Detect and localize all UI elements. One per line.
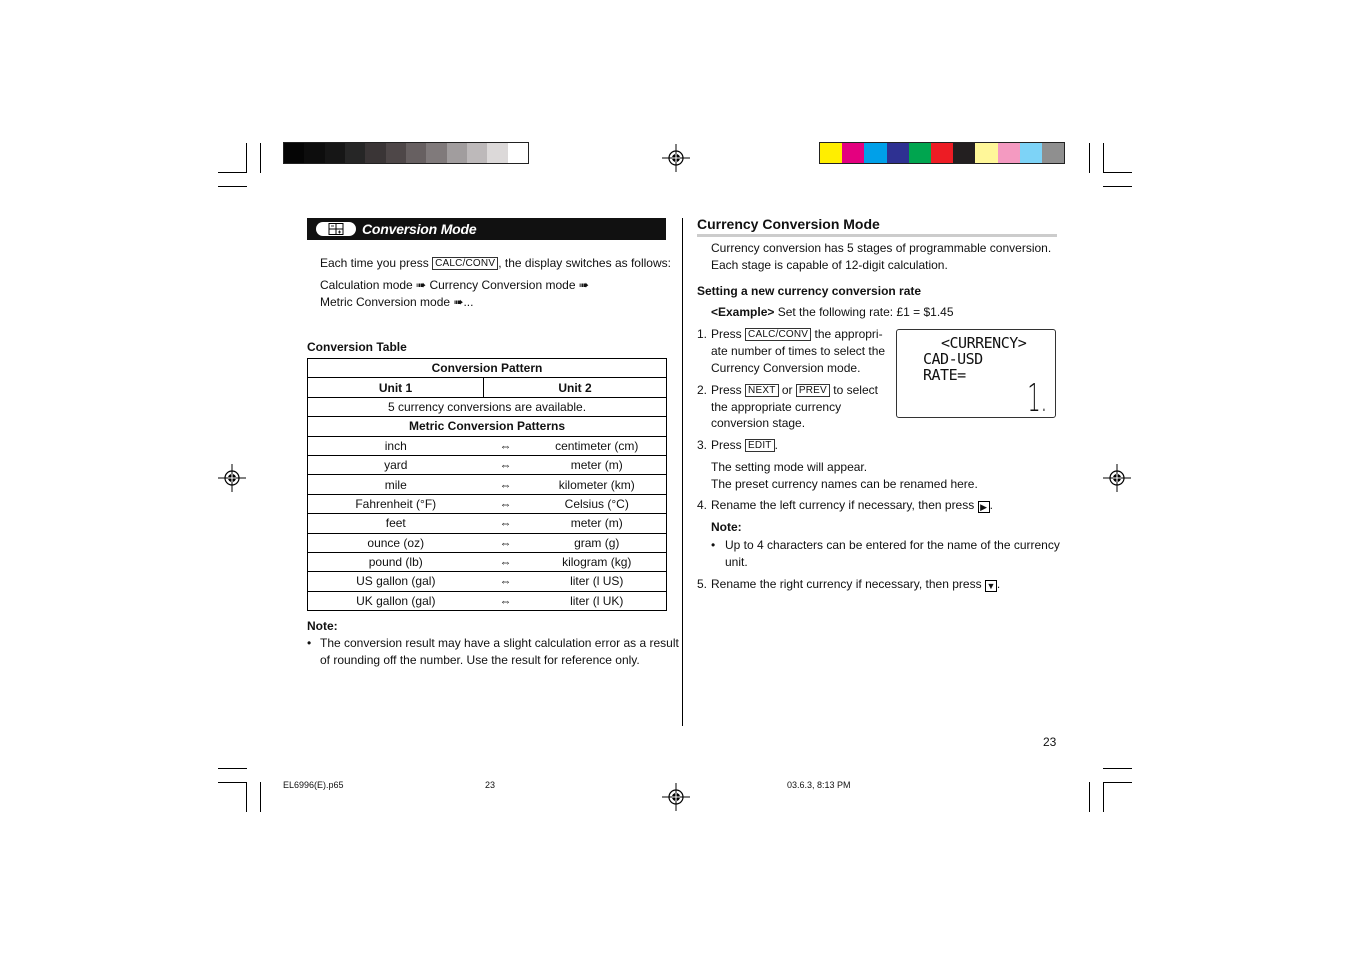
crop-mark [1103, 186, 1132, 187]
prev-key: PREV [796, 384, 830, 397]
grayscale-bar [283, 142, 529, 164]
color-swatch [386, 143, 406, 163]
color-swatch [953, 143, 975, 163]
bullet: • [307, 636, 312, 650]
note-text: The conversion result may have a slight calculation error as a result [320, 636, 679, 650]
conversion-arrow-icon: ⇔ [484, 591, 528, 610]
unit1-cell: US gallon (gal) [308, 572, 484, 591]
crop-mark [218, 768, 247, 769]
unit2-cell: liter (l US) [528, 572, 667, 591]
table-row [308, 552, 667, 571]
color-swatch [1020, 143, 1042, 163]
step-2-text: conversion stage. [711, 416, 806, 430]
step-number: 2. [697, 383, 708, 397]
unit2-cell: meter (m) [528, 514, 667, 533]
unit2-cell: kilometer (km) [528, 475, 667, 494]
display-line-2: CAD-USD [923, 350, 983, 368]
registration-mark-icon [218, 464, 246, 492]
unit1-cell: UK gallon (gal) [308, 591, 484, 610]
intro-text: Currency conversion has 5 stages of programmable conversion. [711, 241, 1052, 255]
display-line-1: <CURRENCY> [941, 334, 1027, 352]
color-swatch [842, 143, 864, 163]
color-swatch [909, 143, 931, 163]
step-1-text: Currency Conversion mode. [711, 361, 861, 375]
color-swatch [998, 143, 1020, 163]
table-row [308, 455, 667, 474]
color-swatch [931, 143, 953, 163]
intro-text: Each stage is capable of 12-digit calculation. [711, 258, 948, 272]
color-bar [819, 142, 1065, 164]
step-3-text: The preset currency names can be renamed here. [711, 477, 978, 491]
color-swatch [864, 143, 886, 163]
crop-mark [1089, 782, 1090, 812]
step-4-text: Rename the left currency if necessary, then press ▶ . [711, 498, 993, 512]
color-swatch [345, 143, 365, 163]
table-row [308, 533, 667, 552]
crop-mark [246, 782, 247, 812]
calc-conv-key: CALC/CONV [745, 328, 811, 341]
conversion-arrow-icon: ⇔ [484, 514, 528, 533]
step-3-text: The setting mode will appear. [711, 460, 868, 474]
mode-flow-line: Metric Conversion mode ➠... [320, 295, 474, 309]
column-header-unit2: Unit 2 [484, 378, 667, 397]
calc-conv-key: CALC/CONV [432, 257, 498, 270]
crop-mark [1089, 143, 1090, 173]
footer-date: 03.6.3, 8:13 PM [787, 780, 851, 790]
color-swatch [406, 143, 426, 163]
color-swatch [304, 143, 324, 163]
step-1-text: Press CALC/CONV the appropri- [711, 327, 883, 341]
down-arrow-key-icon: ▼ [986, 581, 996, 591]
registration-mark-icon [662, 144, 690, 172]
crop-mark [1103, 782, 1104, 812]
conversion-arrow-icon: ⇔ [484, 475, 528, 494]
table-row [308, 436, 667, 455]
unit1-cell: feet [308, 514, 484, 533]
note-text: of rounding off the number. Use the result for reference only. [320, 653, 640, 667]
color-swatch [426, 143, 446, 163]
color-swatch [325, 143, 345, 163]
mode-flow-line: Calculation mode ➠ Currency Conversion mode ➠ [320, 278, 589, 292]
crop-mark [1103, 768, 1132, 769]
conversion-arrow-icon: ⇔ [484, 436, 528, 455]
conversion-arrow-icon: ⇔ [484, 494, 528, 513]
note-title: Note: [711, 520, 742, 534]
color-swatch [1042, 143, 1064, 163]
conversion-table [307, 358, 667, 611]
unit1-cell: yard [308, 455, 484, 474]
unit2-cell: Celsius (°C) [528, 494, 667, 513]
unit1-cell: ounce (oz) [308, 533, 484, 552]
crop-mark [1103, 782, 1132, 783]
note-text: unit. [725, 555, 748, 569]
title-underline [697, 234, 1057, 237]
footer-filename: EL6996(E).p65 [283, 780, 344, 790]
footer-page: 23 [485, 780, 496, 790]
color-swatch [508, 143, 528, 163]
intro-text: Each time you press CALC/CONV , the display switches as follows: [320, 256, 671, 270]
right-arrow-key-icon: ▶ [978, 501, 990, 513]
color-swatch [467, 143, 487, 163]
crop-mark [218, 186, 247, 187]
color-swatch [887, 143, 909, 163]
color-swatch [447, 143, 467, 163]
column-divider [682, 218, 683, 726]
step-number: 5. [697, 577, 708, 591]
step-number: 4. [697, 498, 708, 512]
unit1-cell: mile [308, 475, 484, 494]
unit2-cell: centimeter (cm) [528, 436, 667, 455]
conversion-arrow-icon: ⇔ [484, 552, 528, 571]
color-swatch [365, 143, 385, 163]
color-swatch [284, 143, 304, 163]
step-number: 1. [697, 327, 708, 341]
registration-mark-icon [662, 783, 690, 811]
crop-mark [218, 782, 247, 783]
color-swatch [487, 143, 507, 163]
display-line-3: RATE= [923, 366, 966, 384]
step-number: 3. [697, 438, 708, 452]
column-header-unit1: Unit 1 [308, 378, 484, 397]
color-swatch [820, 143, 842, 163]
crop-mark [1103, 172, 1132, 173]
unit2-cell: kilogram (kg) [528, 552, 667, 571]
table-row [308, 494, 667, 513]
note-text: Up to 4 characters can be entered for the name of the currency [725, 538, 1060, 552]
registration-mark-icon [1103, 464, 1131, 492]
table-title: Conversion Table [307, 340, 407, 354]
unit1-cell: inch [308, 436, 484, 455]
example-line: <Example> Set the following rate: £1 = $1.45 [711, 305, 954, 319]
right-section-title: Currency Conversion Mode [697, 216, 880, 232]
crop-mark [1103, 143, 1104, 173]
next-key: NEXT [745, 384, 778, 397]
unit2-cell: liter (l UK) [528, 591, 667, 610]
step-5-text: Rename the right currency if necessary, then press ▼ . [711, 577, 1001, 591]
unit2-cell: meter (m) [528, 455, 667, 474]
crop-mark [246, 143, 247, 173]
subtitle: Setting a new currency conversion rate [697, 284, 922, 298]
table-header: Conversion Pattern [308, 359, 667, 378]
calculator-conversion-icon [316, 222, 356, 236]
conversion-arrow-icon: ⇔ [484, 533, 528, 552]
section-title: Conversion Mode [362, 221, 477, 237]
unit2-cell: gram (g) [528, 533, 667, 552]
metric-header-row: Metric Conversion Patterns [308, 417, 667, 436]
crop-mark [260, 782, 261, 812]
step-1-text: ate number of times to select the [711, 344, 886, 358]
table-row [308, 572, 667, 591]
step-2-text: the appropriate currency [711, 400, 842, 414]
currency-note-row: 5 currency conversions are available. [308, 397, 667, 416]
note-title: Note: [307, 619, 338, 633]
step-3-text: Press EDIT . [711, 438, 778, 452]
crop-mark [260, 143, 261, 173]
step-2-text: Press NEXT or PREV to select [711, 383, 878, 397]
display-value: 1. [1027, 376, 1047, 420]
crop-mark [218, 172, 247, 173]
conversion-arrow-icon: ⇔ [484, 455, 528, 474]
unit1-cell: pound (lb) [308, 552, 484, 571]
table-row [308, 591, 667, 610]
edit-key: EDIT [745, 439, 775, 452]
bullet: • [711, 538, 716, 552]
unit1-cell: Fahrenheit (°F) [308, 494, 484, 513]
table-row [308, 514, 667, 533]
color-swatch [975, 143, 997, 163]
section-header [307, 218, 666, 240]
conversion-arrow-icon: ⇔ [484, 572, 528, 591]
calculator-display [896, 329, 1056, 418]
table-row [308, 475, 667, 494]
page-number: 23 [1043, 735, 1057, 749]
